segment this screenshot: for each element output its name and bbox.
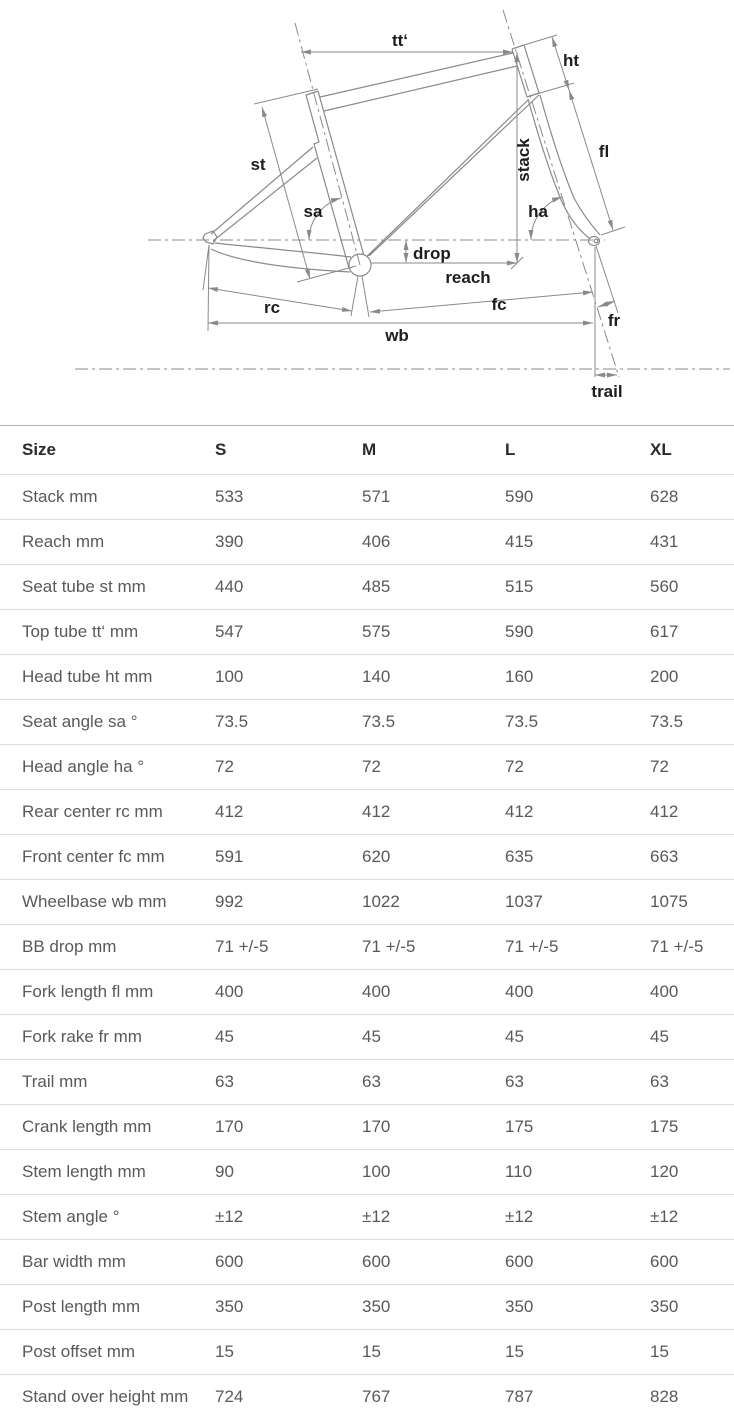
row-value: 45 bbox=[362, 1027, 381, 1046]
row-value: 415 bbox=[505, 532, 534, 551]
table-row bbox=[0, 879, 734, 924]
row-value: 1022 bbox=[362, 892, 400, 911]
table-row bbox=[0, 609, 734, 654]
row-value: 170 bbox=[362, 1117, 391, 1136]
row-value: 45 bbox=[215, 1027, 234, 1046]
row-value: 590 bbox=[505, 622, 534, 641]
table-header-row bbox=[0, 426, 734, 474]
table-row bbox=[0, 654, 734, 699]
row-label: Wheelbase wb mm bbox=[22, 892, 167, 911]
row-label: Head tube ht mm bbox=[22, 667, 153, 686]
row-value: 71 +/-5 bbox=[650, 937, 704, 956]
label-head-angle: ha bbox=[528, 202, 548, 221]
table-row bbox=[0, 924, 734, 969]
row-value: 400 bbox=[505, 982, 534, 1001]
row-value: 15 bbox=[650, 1342, 669, 1361]
row-value: 72 bbox=[215, 757, 234, 776]
dim-seat-tube-witness bbox=[254, 89, 356, 282]
row-value: 100 bbox=[215, 667, 244, 686]
row-label: Rear center rc mm bbox=[22, 802, 163, 821]
row-value: 350 bbox=[650, 1297, 679, 1316]
row-value: 72 bbox=[362, 757, 381, 776]
row-value: 412 bbox=[215, 802, 244, 821]
label-trail: trail bbox=[591, 382, 623, 401]
table-row bbox=[0, 1149, 734, 1194]
row-value: 175 bbox=[505, 1117, 534, 1136]
table-row bbox=[0, 1284, 734, 1329]
row-value: 515 bbox=[505, 577, 534, 596]
row-value: 547 bbox=[215, 622, 244, 641]
row-value: 63 bbox=[650, 1072, 669, 1091]
label-head-tube: ht bbox=[562, 51, 580, 70]
header-col-m: M bbox=[362, 440, 377, 459]
row-value: 390 bbox=[215, 532, 244, 551]
row-label: Post length mm bbox=[22, 1297, 141, 1316]
table-row bbox=[0, 789, 734, 834]
spec-table-body bbox=[0, 474, 734, 1419]
table-row bbox=[0, 1194, 734, 1239]
row-label: Trail mm bbox=[22, 1072, 88, 1091]
row-value: 560 bbox=[650, 577, 679, 596]
row-value: ±12 bbox=[215, 1207, 244, 1226]
table-row bbox=[0, 1014, 734, 1059]
extension-lines bbox=[203, 245, 595, 377]
row-value: 71 +/-5 bbox=[505, 937, 559, 956]
row-value: 400 bbox=[362, 982, 391, 1001]
down-tube bbox=[356, 95, 539, 267]
centerlines bbox=[75, 10, 730, 377]
head-tube bbox=[512, 45, 539, 97]
row-value: 45 bbox=[650, 1027, 669, 1046]
table-row bbox=[0, 744, 734, 789]
label-top-tube: tt‘ bbox=[391, 31, 409, 50]
label-reach: reach bbox=[445, 268, 491, 287]
row-label: Top tube tt‘ mm bbox=[22, 622, 139, 641]
row-label: Reach mm bbox=[22, 532, 105, 551]
row-label: Stem length mm bbox=[22, 1162, 146, 1181]
label-drop: drop bbox=[413, 244, 451, 263]
rear-dropout bbox=[203, 231, 217, 244]
row-value: 15 bbox=[362, 1342, 381, 1361]
row-value: 15 bbox=[505, 1342, 524, 1361]
row-value: 412 bbox=[505, 802, 534, 821]
label-rear-center: rc bbox=[263, 298, 281, 317]
row-value: 571 bbox=[362, 487, 391, 506]
row-value: 600 bbox=[362, 1252, 391, 1271]
diagram-labels bbox=[250, 31, 622, 401]
row-label: Fork length fl mm bbox=[22, 982, 154, 1001]
row-value: 175 bbox=[650, 1117, 679, 1136]
geometry-table bbox=[0, 425, 734, 1419]
row-value: 575 bbox=[362, 622, 391, 641]
chain-stays bbox=[211, 243, 351, 272]
row-value: 63 bbox=[505, 1072, 524, 1091]
seat-tube bbox=[303, 91, 366, 268]
row-label: Crank length mm bbox=[22, 1117, 152, 1136]
dimension-lines bbox=[203, 35, 625, 377]
row-label: Front center fc mm bbox=[22, 847, 165, 866]
row-label: BB drop mm bbox=[22, 937, 117, 956]
row-value: 73.5 bbox=[505, 712, 539, 731]
row-value: 63 bbox=[362, 1072, 381, 1091]
table-row bbox=[0, 1059, 734, 1104]
row-value: 787 bbox=[505, 1387, 534, 1406]
table-row bbox=[0, 834, 734, 879]
table-row bbox=[0, 969, 734, 1014]
row-label: Stand over height mm bbox=[22, 1387, 189, 1406]
label-stack: stack bbox=[514, 138, 533, 182]
row-value: 63 bbox=[215, 1072, 234, 1091]
label-seat-angle: sa bbox=[303, 202, 323, 221]
row-value: 71 +/-5 bbox=[362, 937, 416, 956]
row-value: 200 bbox=[650, 667, 679, 686]
label-fork-length: fl bbox=[598, 142, 610, 161]
dim-fork-rake bbox=[598, 301, 615, 307]
row-value: 431 bbox=[650, 532, 679, 551]
row-value: 72 bbox=[650, 757, 669, 776]
row-value: 400 bbox=[650, 982, 679, 1001]
row-value: 15 bbox=[215, 1342, 234, 1361]
row-value: 767 bbox=[362, 1387, 391, 1406]
row-value: 350 bbox=[362, 1297, 391, 1316]
row-value: 72 bbox=[505, 757, 524, 776]
row-value: 170 bbox=[215, 1117, 244, 1136]
row-value: 350 bbox=[505, 1297, 534, 1316]
row-value: 1075 bbox=[650, 892, 688, 911]
table-row bbox=[0, 1239, 734, 1284]
row-value: 590 bbox=[505, 487, 534, 506]
table-row bbox=[0, 1374, 734, 1419]
row-value: 828 bbox=[650, 1387, 679, 1406]
row-value: 160 bbox=[505, 667, 534, 686]
row-value: 100 bbox=[362, 1162, 391, 1181]
row-label: Stem angle ° bbox=[22, 1207, 120, 1226]
row-value: 73.5 bbox=[362, 712, 396, 731]
row-value: 412 bbox=[362, 802, 391, 821]
row-value: 90 bbox=[215, 1162, 234, 1181]
fork-rake-parallel bbox=[596, 246, 618, 313]
row-value: ±12 bbox=[505, 1207, 534, 1226]
row-label: Stack mm bbox=[22, 487, 98, 506]
table-row bbox=[0, 1329, 734, 1374]
row-label: Fork rake fr mm bbox=[22, 1027, 142, 1046]
row-value: 617 bbox=[650, 622, 679, 641]
row-value: 45 bbox=[505, 1027, 524, 1046]
row-value: 440 bbox=[215, 577, 244, 596]
table-row bbox=[0, 699, 734, 744]
row-value: 110 bbox=[505, 1162, 533, 1181]
label-front-center: fc bbox=[491, 295, 507, 314]
row-value: 73.5 bbox=[650, 712, 684, 731]
row-value: 71 +/-5 bbox=[215, 937, 269, 956]
label-fork-rake: fr bbox=[607, 311, 621, 330]
row-value: ±12 bbox=[362, 1207, 391, 1226]
header-col-xl: XL bbox=[650, 440, 672, 459]
row-label: Seat angle sa ° bbox=[22, 712, 138, 731]
table-row bbox=[0, 1104, 734, 1149]
row-value: 412 bbox=[650, 802, 679, 821]
row-value: 400 bbox=[215, 982, 244, 1001]
row-value: 724 bbox=[215, 1387, 244, 1406]
row-value: 1037 bbox=[505, 892, 543, 911]
row-value: 635 bbox=[505, 847, 534, 866]
header-col-s: S bbox=[215, 440, 227, 459]
row-value: 591 bbox=[215, 847, 244, 866]
row-label: Head angle ha ° bbox=[22, 757, 145, 776]
dim-seat-tube bbox=[262, 107, 310, 279]
seat-axis-centerline bbox=[295, 23, 360, 265]
bike-geometry-diagram bbox=[0, 0, 734, 425]
row-value: 663 bbox=[650, 847, 679, 866]
row-value: 620 bbox=[362, 847, 391, 866]
row-value: 485 bbox=[362, 577, 391, 596]
row-value: 600 bbox=[215, 1252, 244, 1271]
row-value: 628 bbox=[650, 487, 679, 506]
row-label: Bar width mm bbox=[22, 1252, 126, 1271]
row-value: 600 bbox=[505, 1252, 534, 1271]
row-label: Seat tube st mm bbox=[22, 577, 146, 596]
row-value: 992 bbox=[215, 892, 244, 911]
dim-front-center bbox=[370, 292, 593, 312]
table-row bbox=[0, 564, 734, 609]
header-size: Size bbox=[22, 440, 57, 459]
label-seat-tube: st bbox=[250, 155, 266, 174]
row-value: 350 bbox=[215, 1297, 244, 1316]
row-value: 600 bbox=[650, 1252, 679, 1271]
header-col-l: L bbox=[505, 440, 516, 459]
geometry-svg bbox=[0, 0, 734, 425]
label-wheelbase: wb bbox=[385, 326, 409, 345]
row-value: 140 bbox=[362, 667, 391, 686]
row-value: 406 bbox=[362, 532, 391, 551]
table-row bbox=[0, 519, 734, 564]
table-row bbox=[0, 474, 734, 519]
row-label: Post offset mm bbox=[22, 1342, 136, 1361]
row-value: 120 bbox=[650, 1162, 679, 1181]
row-value: 73.5 bbox=[215, 712, 249, 731]
row-value: ±12 bbox=[650, 1207, 679, 1226]
top-tube bbox=[320, 53, 517, 111]
row-value: 533 bbox=[215, 487, 244, 506]
